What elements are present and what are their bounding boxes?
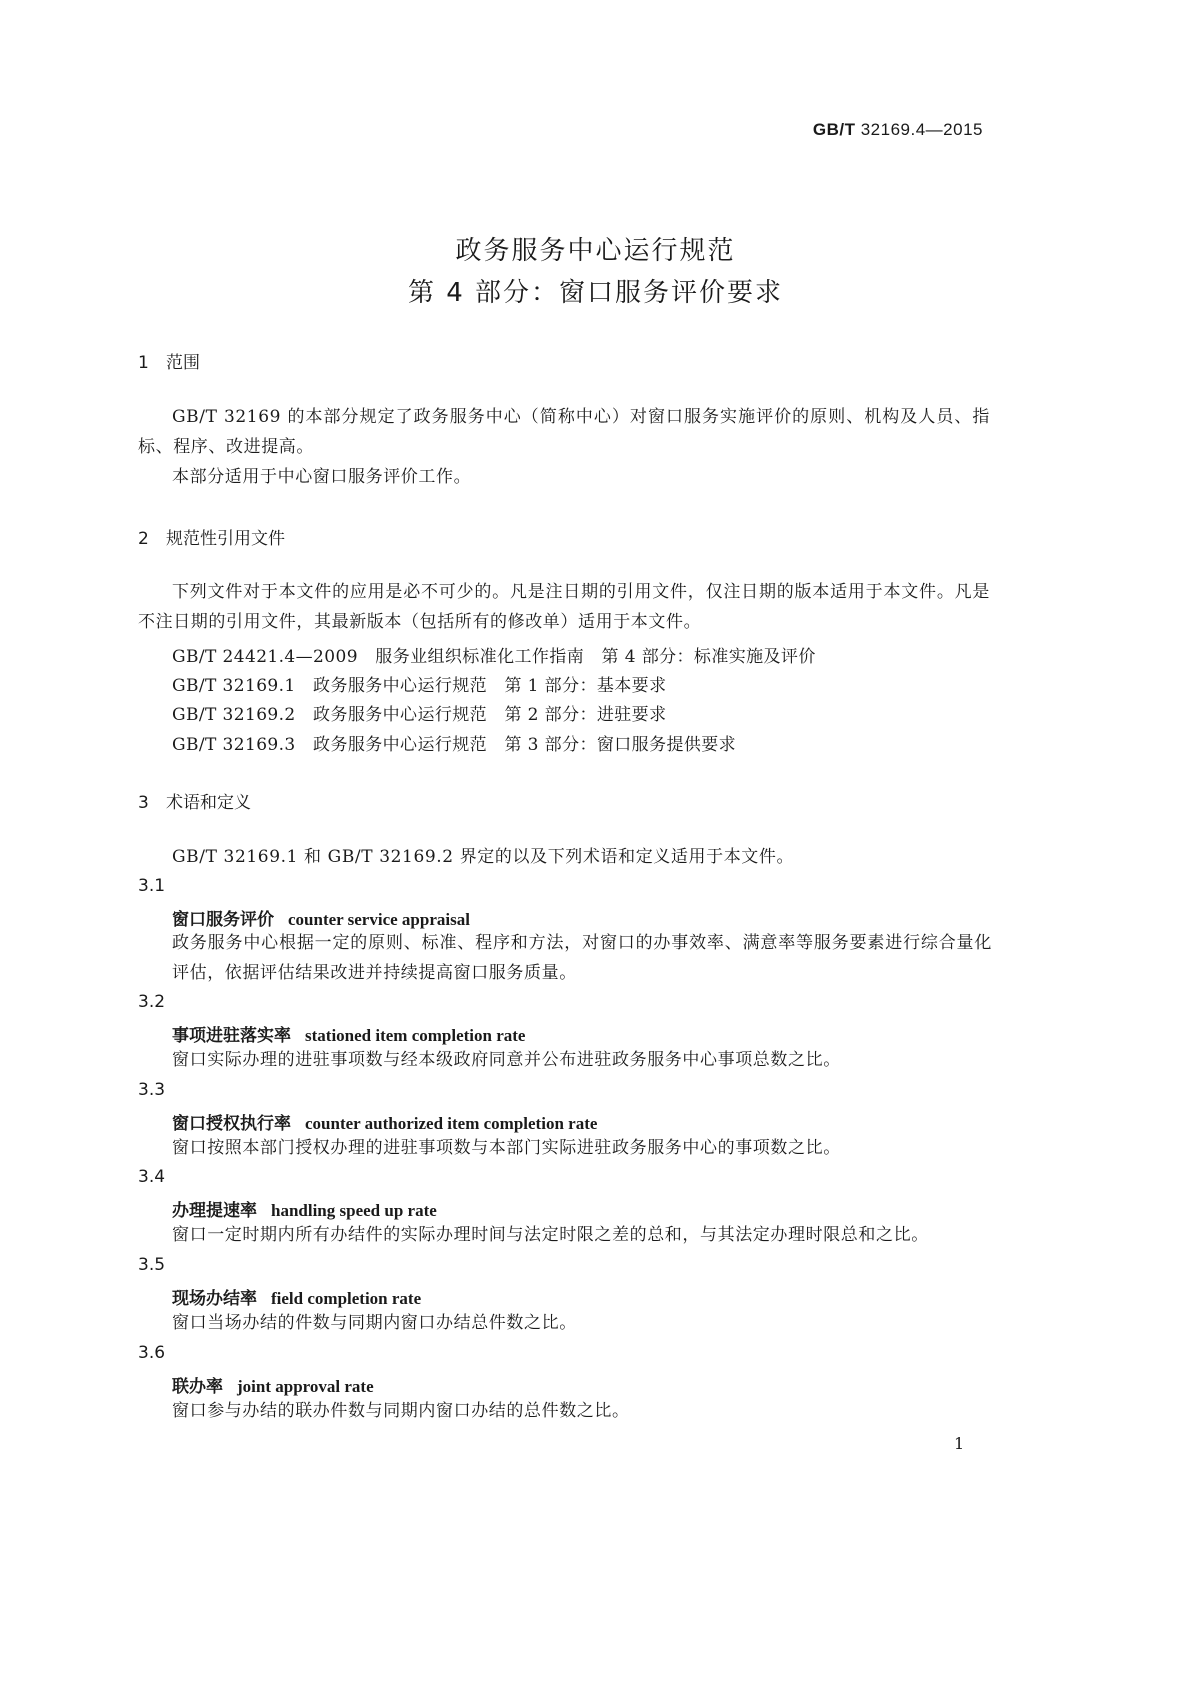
term-english: handling speed up rate — [271, 1201, 437, 1220]
document-title: 政务服务中心运行规范 — [455, 236, 736, 266]
term-number: 3.6 — [138, 1343, 166, 1363]
reference-item: GB/T 24421.4—2009 服务业组织标准化工作指南 第 4 部分：标准实施及评价 — [172, 647, 816, 667]
term-chinese: 联办率 — [172, 1377, 223, 1397]
term-number: 3.4 — [138, 1167, 166, 1187]
section-heading-terms — [138, 788, 251, 813]
term-english: joint approval rate — [237, 1377, 374, 1396]
term-chinese: 窗口授权执行率 — [172, 1114, 291, 1134]
term-heading — [172, 1021, 525, 1046]
term-definition: 窗口当场办结的件数与同期内窗口办结总件数之比。 — [172, 1313, 577, 1333]
terms-intro: GB/T 32169.1 和 GB/T 32169.2 界定的以及下列术语和定义适用于本文件。 — [172, 847, 795, 867]
document-subtitle: 第 4 部分：窗口服务评价要求 — [407, 278, 784, 308]
term-definition: 窗口按照本部门授权办理的进驻事项数与本部门实际进驻政务服务中心的事项数之比。 — [172, 1138, 841, 1158]
page-number: 1 — [954, 1434, 965, 1453]
section-title: 范围 — [166, 353, 200, 373]
term-chinese: 办理提速率 — [172, 1201, 257, 1221]
term-heading — [172, 1196, 437, 1221]
section-heading-scope — [138, 348, 200, 373]
term-heading — [172, 905, 470, 930]
term-heading — [172, 1372, 374, 1397]
standard-prefix: GB/T — [812, 120, 856, 139]
term-number: 3.3 — [138, 1080, 166, 1100]
term-definition: 窗口一定时期内所有办结件的实际办理时间与法定时限之差的总和，与其法定办理时限总和之比。 — [172, 1225, 929, 1245]
term-number: 3.5 — [138, 1255, 166, 1275]
section-title: 术语和定义 — [166, 793, 251, 813]
term-chinese: 事项进驻落实率 — [172, 1026, 291, 1046]
term-definition: 窗口参与办结的联办件数与同期内窗口办结的总件数之比。 — [172, 1401, 630, 1421]
section-number: 1 — [138, 353, 149, 373]
term-number: 3.1 — [138, 876, 166, 896]
term-english: field completion rate — [271, 1289, 422, 1308]
term-number: 3.2 — [138, 992, 166, 1012]
scope-applicability: 本部分适用于中心窗口服务评价工作。 — [172, 467, 472, 487]
term-heading — [172, 1109, 597, 1134]
section-title: 规范性引用文件 — [166, 529, 285, 549]
term-english: counter authorized item completion rate — [305, 1114, 598, 1133]
term-definition: 窗口实际办理的进驻事项数与经本级政府同意并公布进驻政务服务中心事项总数之比。 — [172, 1050, 841, 1070]
section-heading-references — [138, 524, 285, 549]
standard-number: 32169.4—2015 — [860, 120, 983, 139]
references-paragraph: 下列文件对于本文件的应用是必不可少的。凡是注日期的引用文件，仅注日期的版本适用于本文件。凡是不注日期的引用文件，其最新版本（包括所有的修改单）适用于本文件。 — [138, 582, 990, 632]
term-heading — [172, 1284, 421, 1309]
term-english: counter service appraisal — [288, 910, 470, 929]
term-definition: 政务服务中心根据一定的原则、标准、程序和方法，对窗口的办事效率、满意率等服务要素进行综合量化评估，依据评估结果改进并持续提高窗口服务质量。 — [172, 933, 992, 983]
standard-code — [813, 120, 983, 140]
section-number: 2 — [138, 529, 149, 549]
reference-item: GB/T 32169.3 政务服务中心运行规范 第 3 部分：窗口服务提供要求 — [172, 735, 737, 755]
reference-item: GB/T 32169.1 政务服务中心运行规范 第 1 部分：基本要求 — [172, 676, 667, 696]
section-number: 3 — [138, 793, 149, 813]
term-english: stationed item completion rate — [305, 1026, 526, 1045]
term-chinese: 现场办结率 — [172, 1289, 257, 1309]
term-chinese: 窗口服务评价 — [172, 910, 274, 930]
scope-paragraph: GB/T 32169 的本部分规定了政务服务中心（简称中心）对窗口服务实施评价的原则、机构及人员、指标、程序、改进提高。 — [138, 407, 990, 457]
reference-item: GB/T 32169.2 政务服务中心运行规范 第 2 部分：进驻要求 — [172, 705, 667, 725]
